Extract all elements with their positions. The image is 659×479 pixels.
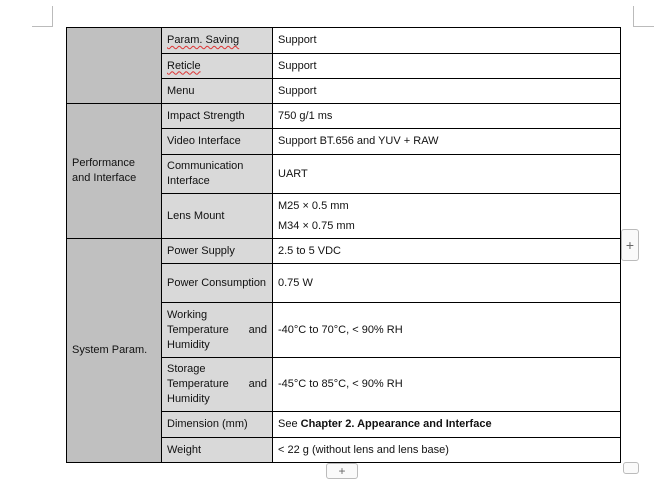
group-cell: [67, 28, 162, 104]
value-cell: [273, 194, 621, 239]
value-cell: < 22 g (without lens and lens base): [273, 438, 621, 463]
param-cell: Power Consumption: [162, 264, 273, 303]
value-cell: 2.5 to 5 VDC: [273, 239, 621, 264]
margin-corner-mark: [633, 6, 654, 27]
param-line: Temperature: [167, 323, 229, 336]
param-cell: [162, 28, 273, 54]
value-cell: Support: [273, 54, 621, 79]
table-resize-handle[interactable]: [623, 462, 639, 474]
group-label: System Param.: [72, 344, 148, 356]
margin-corner-mark: [32, 6, 53, 27]
param-cell: Weight: [162, 438, 273, 463]
insert-row-button[interactable]: +: [326, 463, 358, 479]
value-cell: 750 g/1 ms: [273, 104, 621, 129]
param-label: Param. Saving: [167, 34, 240, 46]
param-cell: [162, 303, 273, 358]
param-cell: Lens Mount: [162, 194, 273, 239]
value-cell: Support: [273, 79, 621, 104]
value-text: See: [278, 418, 301, 430]
param-line: Working: [167, 308, 208, 321]
value-line: M25 × 0.5 mm: [278, 200, 349, 212]
value-line: M34 × 0.75 mm: [278, 220, 355, 232]
param-cell: Power Supply: [162, 239, 273, 264]
param-cell: Impact Strength: [162, 104, 273, 129]
param-label: Reticle: [167, 59, 201, 72]
spec-table: [66, 27, 621, 463]
value-cell: Support: [273, 28, 621, 54]
param-line: and: [248, 378, 267, 390]
group-cell-performance: Performance and Interface: [67, 104, 162, 239]
table-row: [67, 239, 621, 264]
param-cell: Dimension (mm): [162, 412, 273, 438]
param-line: and: [248, 323, 267, 336]
value-cell: [273, 412, 621, 438]
value-cell: 0.75 W: [273, 264, 621, 303]
param-line: Temperature: [167, 378, 229, 390]
table-row: [67, 104, 621, 129]
param-cell: Communication Interface: [162, 155, 273, 194]
chapter-reference: Chapter 2. Appearance and Interface: [300, 418, 492, 430]
group-cell-system: [67, 239, 162, 463]
param-cell: [162, 358, 273, 412]
table-row: [67, 28, 621, 54]
param-line: Storage: [167, 363, 206, 375]
value-cell: UART: [273, 155, 621, 194]
value-cell: Support BT.656 and YUV + RAW: [273, 129, 621, 155]
value-cell: -45°C to 85°C, < 90% RH: [273, 358, 621, 412]
param-line: Humidity: [167, 393, 210, 405]
param-cell: [162, 54, 273, 79]
param-cell: Video Interface: [162, 129, 273, 155]
param-cell: Menu: [162, 79, 273, 104]
value-cell: -40°C to 70°C, < 90% RH: [273, 303, 621, 358]
insert-column-button[interactable]: +: [621, 229, 639, 261]
param-line: Humidity: [167, 338, 210, 351]
